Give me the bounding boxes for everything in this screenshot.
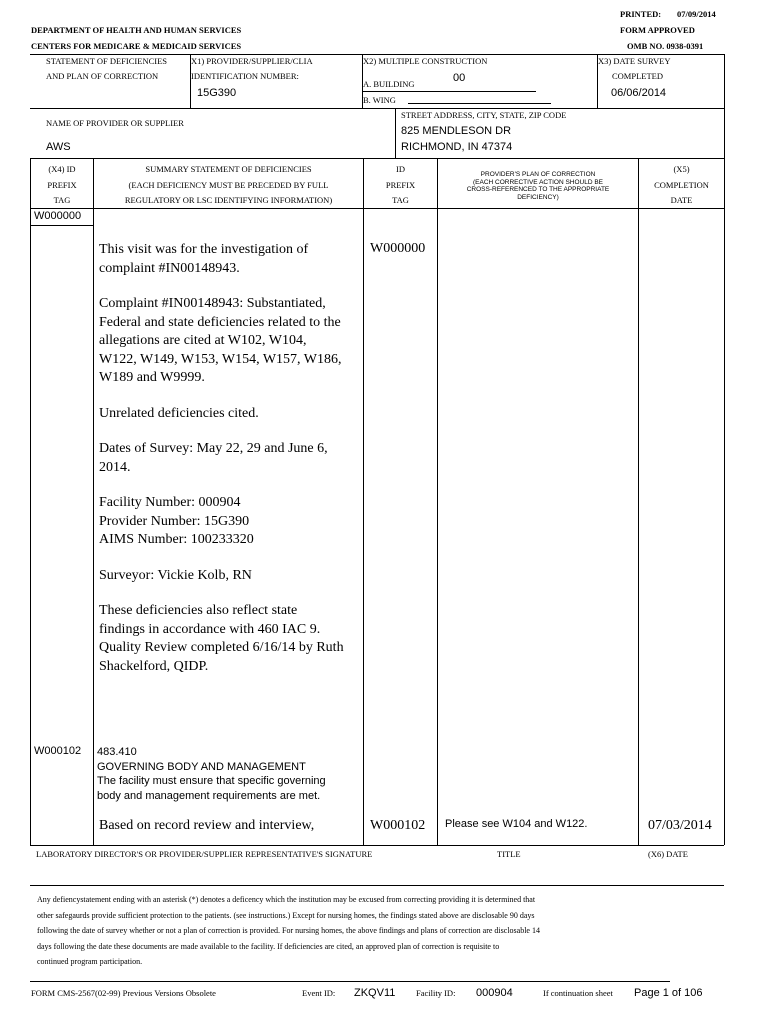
disclosure-notice [37, 892, 717, 970]
column-divider [363, 158, 364, 845]
tag-underline [30, 225, 93, 226]
completion-header: COMPLETION [654, 180, 709, 190]
summary-header: SUMMARY STATEMENT OF DEFICIENCIES [145, 164, 312, 174]
x5-header: (X5) [673, 164, 690, 174]
summary-text-block [99, 241, 345, 676]
provider-number: Provider Number: 15G390 [99, 513, 250, 529]
street-address-line1: 825 MENDLESON DR [401, 125, 512, 137]
id-header: ID [396, 164, 405, 174]
notice-line: continued program participation. [37, 957, 143, 967]
notice-top-rule [30, 885, 724, 886]
prefix-tag-2: W000102 [34, 745, 82, 757]
facility-id-label: Facility ID: [416, 988, 456, 998]
notice-line: following the date of survey whether or not a plan of correction is provided. For nursing homes, the above findings and plans of correction are disclosable 14 [37, 926, 540, 936]
street-address-label: STREET ADDRESS, CITY, STATE, ZIP CODE [401, 110, 567, 120]
survey-completed-date: 06/06/2014 [611, 87, 667, 99]
x6-date-label: (X6) DATE [648, 849, 688, 859]
facility-number: Facility Number: 000904 [99, 495, 241, 510]
event-id-label: Event ID: [302, 988, 336, 998]
aims-number: AIMS Number: 100233320 [99, 532, 254, 547]
regulation-code: 483.410 [97, 746, 137, 758]
plan-of-correction-text: Please see W104 and W122. [445, 818, 588, 830]
centers-name: CENTERS FOR MEDICARE & MEDICAID SERVICES [31, 41, 242, 51]
divider [395, 108, 396, 158]
printed-label: PRINTED: [620, 9, 662, 19]
statement-label: STATEMENT OF DEFICIENCIES [46, 56, 168, 66]
state-findings-paragraph: These deficiencies also reflect state findings in accordance with 460 IAC 9. Quality Review completed 6/16/14 by Ruth Shackelford, QIDP. [99, 603, 344, 674]
street-address-line2: RICHMOND, IN 47374 [401, 141, 513, 153]
regulation-block [97, 745, 327, 803]
left-border [30, 158, 31, 845]
id-tag-header: TAG [392, 195, 409, 205]
department-name: DEPARTMENT OF HEALTH AND HUMAN SERVICES [31, 25, 242, 35]
provider-name-label: NAME OF PROVIDER OR SUPPLIER [46, 118, 184, 128]
plan-header-line2: (EACH CORRECTIVE ACTION SHOULD BE [472, 178, 604, 186]
summary-subheader: (EACH DEFICIENCY MUST BE PRECEDED BY FULL [128, 180, 329, 190]
notice-line: other safegaurds provide sufficient protection to the patients. (see instructions.) Except for nursing homes, the findings stated above are disclosable 90 days [37, 910, 535, 920]
completed-label: COMPLETED [612, 71, 663, 81]
column-divider [437, 158, 438, 845]
omb-number: OMB NO. 0938-0391 [627, 41, 704, 51]
plan-label: AND PLAN OF CORRECTION [46, 71, 159, 81]
unrelated-paragraph: Unrelated deficiencies cited. [99, 405, 259, 421]
x1-sub-label: IDENTIFICATION NUMBER: [191, 71, 299, 81]
visit-paragraph: This visit was for the investigation of complaint #IN00148943. [99, 242, 309, 276]
summary-subheader-2: REGULATORY OR LSC IDENTIFYING INFORMATION) [124, 195, 333, 205]
header-bottom-rule [30, 208, 724, 209]
building-underline [362, 91, 536, 92]
id-prefix-tag: W000000 [370, 241, 426, 256]
x2-label: X2) MULTIPLE CONSTRUCTION [363, 56, 488, 66]
facility-numbers [99, 494, 345, 550]
prefix-tag: W000000 [34, 210, 82, 222]
surveyor-paragraph: Surveyor: Vickie Kolb, RN [99, 567, 252, 583]
form-approved-label: FORM APPROVED [620, 25, 695, 35]
multiple-construction-value: 00 [453, 72, 466, 84]
survey-dates-paragraph: Dates of Survey: May 22, 29 and June 6, 2014. [99, 441, 328, 475]
table-row-rule [30, 108, 724, 109]
form-number: FORM CMS-2567(02-99) Previous Versions Obsolete [31, 988, 216, 998]
plan-header-line1: PROVIDER'S PLAN OF CORRECTION [480, 171, 596, 178]
completion-date: 07/03/2014 [648, 818, 712, 833]
date-header: DATE [670, 195, 693, 205]
x1-label: X1) PROVIDER/SUPPLIER/CLIA [191, 56, 313, 66]
provider-name: AWS [46, 141, 71, 153]
x4-prefix-header: PREFIX [47, 180, 77, 190]
table-row-rule [30, 158, 724, 159]
regulation-text: The facility must ensure that specific governing body and management requirements are met. [97, 775, 326, 802]
building-label: A. BUILDING [363, 79, 415, 89]
complaint-paragraph: Complaint #IN00148943: Substantiated, Federal and state deficiencies related to the allegations are cited at W102, W104, W122, W149, W153, W154, W157, W186, W189 and W9999. [99, 296, 342, 385]
continuation-label: If continuation sheet [543, 988, 613, 998]
table-bottom-rule [30, 845, 724, 846]
plan-header-line3: CROSS-REFERENCED TO THE APPROPRIATE [466, 186, 610, 193]
x3-label: X3) DATE SURVEY [598, 56, 671, 66]
table-top-rule [30, 54, 724, 55]
event-id-value: ZKQV11 [354, 987, 396, 999]
id-prefix-tag-2: W000102 [370, 818, 426, 833]
plan-header [438, 171, 638, 201]
director-signature-label: LABORATORY DIRECTOR'S OR PROVIDER/SUPPLIER REPRESENTATIVE'S SIGNATURE [36, 849, 373, 859]
facility-id-value: 000904 [476, 987, 513, 999]
page-number: Page 1 of 106 [634, 987, 703, 999]
printed-date: 07/09/2014 [677, 9, 716, 19]
title-label: TITLE [497, 849, 521, 859]
notice-line: days following the date these documents are made available to the facility. If deficiencies are cited, an approved plan of correction is requisite to [37, 941, 500, 951]
column-divider [638, 158, 639, 845]
id-prefix-header: PREFIX [385, 180, 416, 190]
x4-header: (X4) ID [48, 164, 76, 174]
notice-bottom-rule [30, 981, 670, 982]
x4-tag-header: TAG [53, 195, 71, 205]
notice-line: Any defiencystatement ending with an asterisk (*) denotes a deficency which the institution may be excused from correcting providing it is determined that [37, 895, 536, 904]
right-border [724, 54, 725, 845]
column-divider [93, 158, 94, 845]
regulation-title: GOVERNING BODY AND MANAGEMENT [97, 760, 306, 773]
wing-underline [408, 103, 551, 104]
provider-id-value: 15G390 [197, 87, 237, 99]
wing-label: B. WING [363, 95, 396, 105]
based-on-text: Based on record review and interview, [99, 818, 315, 833]
plan-header-line4: DEFICIENCY) [517, 193, 559, 201]
